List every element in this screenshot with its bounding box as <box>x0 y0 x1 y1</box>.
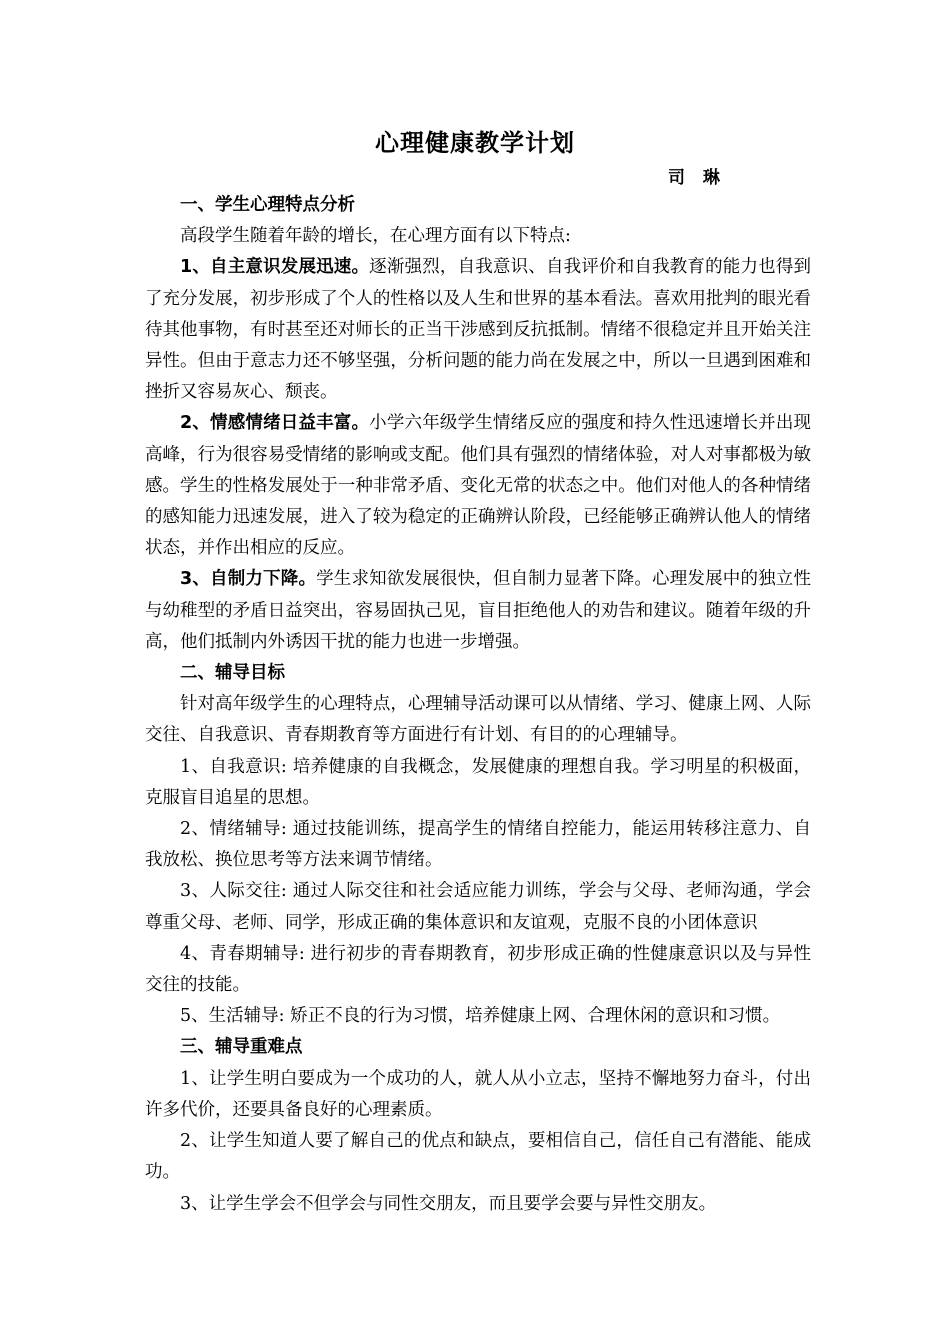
paragraph-lead: 3、自制力下降。 <box>180 569 317 590</box>
paragraph-text: 小学六年级学生情绪反应的强度和持久性迅速增长并出现高峰，行为很容易受情绪的影响或支配。他们具有强烈的情绪体验，对人对事都极为敏感。学生的性格发展处于一种非常矛盾、变化无常的状态之中。他们对他人的各种情绪的感知能力迅速发展，进入了较为稳定的正确辨认阶段，已经能够正确辨认他人的情绪状态，并作出相应的反应。 <box>145 413 811 559</box>
paragraph-lead: 2、情感情绪日益丰富。 <box>180 413 370 434</box>
paragraph-self-control <box>145 564 811 658</box>
paragraph-text: 学生求知欲发展很快，但自制力显著下降。心理发展中的独立性与幼稚型的矛盾日益突出，容易固执己见，盲目拒绝他人的劝告和建议。随着年级的升高，他们抵制内外诱因干扰的能力也进一步增强。 <box>145 569 811 652</box>
section-heading-2: 二、辅导目标 <box>180 663 285 684</box>
document-body <box>145 190 811 1220</box>
key-point-item: 1、让学生明白要成为一个成功的人，就人从小立志，坚持不懈地努力奋斗，付出许多代价，还要具备良好的心理素质。 <box>145 1068 811 1120</box>
goal-item: 4、青春期辅导: 进行初步的青春期教育，初步形成正确的性健康意识以及与异性交往的技能。 <box>145 943 811 996</box>
author-name: 司 琳 <box>668 168 726 188</box>
paragraph-lead: 1、自主意识发展迅速。 <box>180 257 370 278</box>
goal-item: 5、生活辅导: 矫正不良的行为习惯，培养健康上网、合理休闲的意识和习惯。 <box>180 1006 781 1027</box>
key-point-item: 3、让学生学会不但学会与同性交朋友，而且要学会要与异性交朋友。 <box>180 1193 717 1214</box>
goal-item: 2、情绪辅导: 通过技能训练，提高学生的情绪自控能力，能运用转移注意力、自我放松、换位思考等方法来调节情绪。 <box>145 819 811 871</box>
paragraph-self-awareness <box>145 252 811 408</box>
paragraph-text: 逐渐强烈，自我意识、自我评价和自我教育的能力也得到了充分发展，初步形成了个人的性格以及人生和世界的基本看法。喜欢用批判的眼光看待其他事物，有时甚至还对师长的正当干涉感到反抗抵制。情绪不很稳定并且开始关注异性。但由于意志力还不够坚强，分析问题的能力尚在发展之中，所以一旦遇到困难和挫折又容易灰心、颓丧。 <box>145 257 811 403</box>
section-heading-3: 三、辅导重难点 <box>180 1037 303 1058</box>
section-2-intro: 针对高年级学生的心理特点，心理辅导活动课可以从情绪、学习、健康上网、人际交往、自我意识、青春期教育等方面进行有计划、有目的的心理辅导。 <box>145 694 811 746</box>
section-heading-1: 一、学生心理特点分析 <box>180 195 355 215</box>
goal-item: 3、人际交往: 通过人际交往和社会适应能力训练，学会与父母、老师沟通，学会尊重父母、老师、同学，形成正确的集体意识和友谊观，克服不良的小团体意识 <box>145 881 811 933</box>
section-1-intro: 高段学生随着年龄的增长，在心理方面有以下特点: <box>180 226 571 247</box>
paragraph-emotions <box>145 408 811 564</box>
page-title: 心理健康教学计划 <box>375 129 575 157</box>
goal-item: 1、自我意识: 培养健康的自我概念，发展健康的理想自我。学习明星的积极面，克服盲目追星的思想。 <box>145 756 811 808</box>
key-point-item: 2、让学生知道人要了解自己的优点和缺点，要相信自己，信任自己有潜能、能成功。 <box>145 1131 811 1183</box>
